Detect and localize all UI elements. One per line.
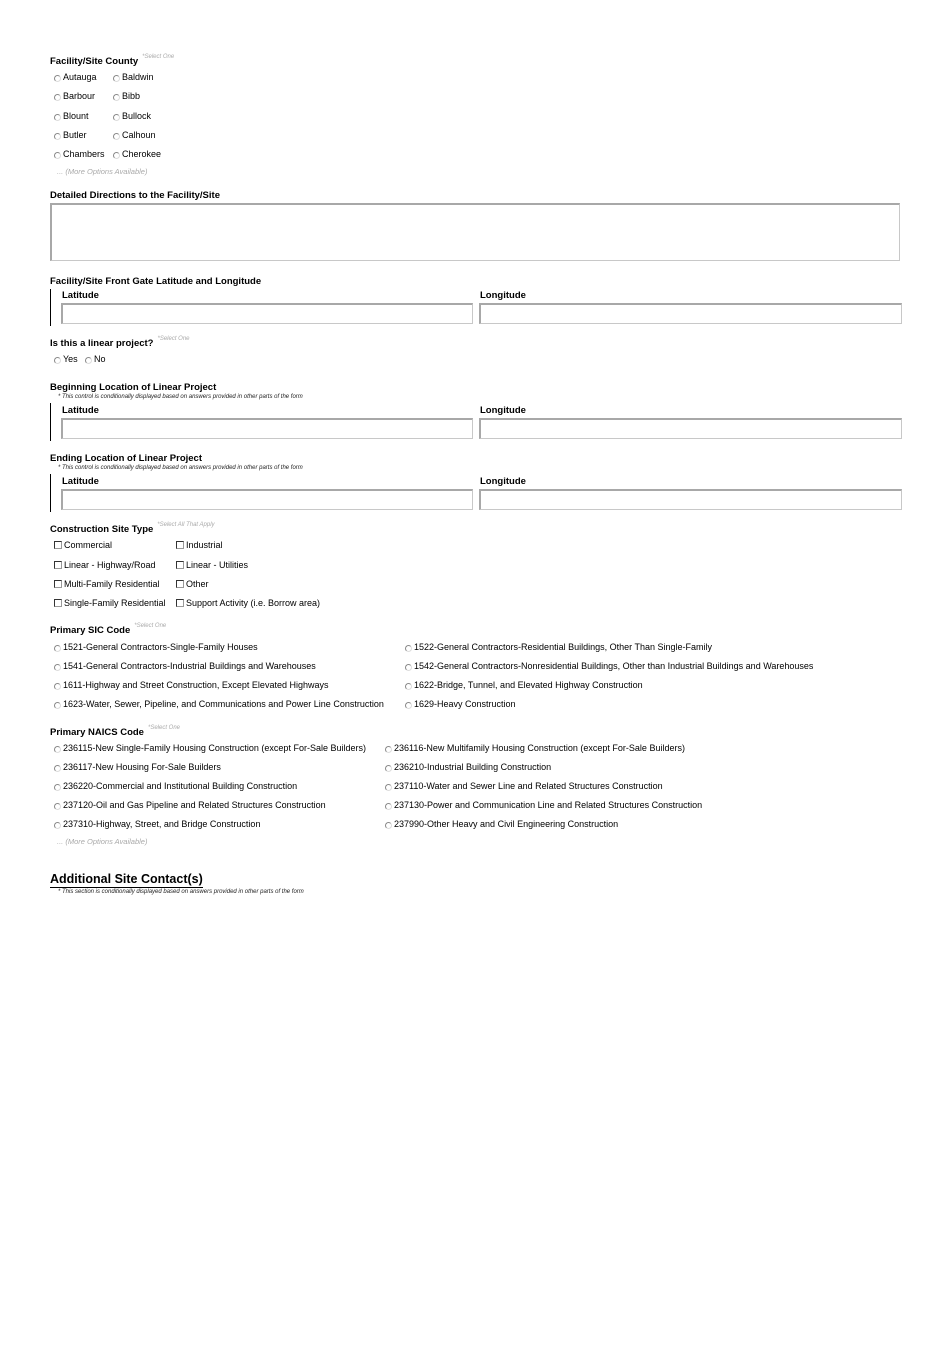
naics-option-label: 236116-New Multifamily Housing Construction (except For-Sale Builders) bbox=[394, 743, 685, 753]
site-type-option-label: Support Activity (i.e. Borrow area) bbox=[186, 598, 321, 608]
begin-loc-lon-label: Longitude bbox=[480, 405, 526, 416]
checkbox-icon[interactable] bbox=[176, 599, 184, 607]
naics-option[interactable] bbox=[54, 743, 366, 754]
linear-no-option[interactable] bbox=[85, 354, 106, 365]
begin-loc-lat-label: Latitude bbox=[62, 405, 99, 416]
county-option-label: Chambers bbox=[63, 149, 105, 159]
site-type-support-activity[interactable] bbox=[176, 598, 320, 609]
radio-icon[interactable] bbox=[113, 75, 120, 82]
county-option-barbour[interactable] bbox=[54, 91, 95, 102]
radio-icon[interactable] bbox=[405, 664, 412, 671]
site-type-option-label: Industrial bbox=[186, 540, 223, 550]
county-option-label: Barbour bbox=[63, 91, 96, 101]
radio-icon[interactable] bbox=[405, 683, 412, 690]
sic-hint: *Select One bbox=[134, 623, 167, 629]
checkbox-icon[interactable] bbox=[54, 599, 62, 607]
contacts-section-title: Additional Site Contact(s) bbox=[50, 872, 203, 886]
radio-icon[interactable] bbox=[385, 822, 392, 829]
naics-option[interactable] bbox=[385, 762, 551, 773]
county-option-blount[interactable] bbox=[54, 111, 89, 122]
county-more-options[interactable]: ... (More Options Available) bbox=[57, 167, 148, 176]
end-loc-note: * This control is conditionally displayed based on answers provided in other parts of the form bbox=[58, 465, 303, 471]
radio-icon[interactable] bbox=[385, 765, 392, 772]
radio-icon[interactable] bbox=[54, 822, 61, 829]
naics-option[interactable] bbox=[54, 819, 260, 830]
county-option-label: Butler bbox=[63, 130, 87, 140]
contacts-note: * This section is conditionally displayed based on answers provided in other parts of the form bbox=[58, 889, 304, 895]
begin-loc-longitude-input[interactable] bbox=[479, 418, 902, 439]
county-option-cherokee[interactable] bbox=[113, 149, 161, 160]
begin-loc-note: * This control is conditionally displayed based on answers provided in other parts of the form bbox=[58, 394, 303, 400]
naics-label bbox=[50, 727, 180, 738]
sic-option[interactable] bbox=[54, 699, 384, 710]
county-option-label: Blount bbox=[63, 111, 89, 121]
radio-icon[interactable] bbox=[54, 683, 61, 690]
sic-label bbox=[50, 625, 166, 636]
county-option-label: Cherokee bbox=[122, 149, 162, 159]
sic-option[interactable] bbox=[405, 661, 813, 672]
site-type-option-label: Other bbox=[186, 579, 209, 589]
front-gate-group-bar bbox=[50, 289, 51, 326]
linear-label-text: Is this a linear project? bbox=[50, 338, 154, 349]
end-loc-latitude-input[interactable] bbox=[61, 489, 473, 510]
site-type-option-label: Multi-Family Residential bbox=[64, 579, 160, 589]
site-type-single-family[interactable] bbox=[54, 598, 166, 609]
sic-option[interactable] bbox=[405, 680, 643, 691]
radio-icon[interactable] bbox=[54, 765, 61, 772]
front-gate-label: Facility/Site Front Gate Latitude and Longitude bbox=[50, 276, 262, 287]
site-type-label bbox=[50, 524, 215, 535]
linear-label bbox=[50, 338, 190, 349]
site-type-other[interactable] bbox=[176, 579, 209, 590]
naics-hint: *Select One bbox=[147, 725, 181, 731]
county-option-bullock[interactable] bbox=[113, 111, 151, 122]
sic-option-label: 1541-General Contractors-Industrial Buildings and Warehouses bbox=[63, 661, 316, 671]
radio-icon[interactable] bbox=[54, 133, 61, 140]
front-gate-lon-label: Longitude bbox=[480, 290, 526, 301]
radio-icon[interactable] bbox=[54, 645, 61, 652]
sic-option-label: 1522-General Contractors-Residential Buildings, Other Than Single-Family bbox=[414, 642, 712, 652]
site-type-commercial[interactable] bbox=[54, 540, 112, 551]
front-gate-lat-label: Latitude bbox=[62, 290, 99, 301]
checkbox-icon[interactable] bbox=[176, 561, 184, 569]
site-type-linear-utilities[interactable] bbox=[176, 560, 248, 571]
site-type-option-label: Linear - Highway/Road bbox=[64, 560, 156, 570]
radio-icon[interactable] bbox=[85, 357, 92, 364]
naics-option[interactable] bbox=[54, 781, 297, 792]
sic-option[interactable] bbox=[54, 680, 328, 691]
county-option-autauga[interactable] bbox=[54, 72, 97, 83]
site-type-multi-family[interactable] bbox=[54, 579, 160, 590]
sic-option-label: 1521-General Contractors-Single-Family Houses bbox=[63, 642, 258, 652]
radio-icon[interactable] bbox=[54, 357, 61, 364]
county-option-butler[interactable] bbox=[54, 130, 87, 141]
naics-option-label: 236115-New Single-Family Housing Construction (except For-Sale Builders) bbox=[63, 743, 366, 753]
naics-option-label: 236220-Commercial and Institutional Building Construction bbox=[63, 781, 298, 791]
site-type-industrial[interactable] bbox=[176, 540, 223, 551]
naics-option-label: 237130-Power and Communication Line and Related Structures Construction bbox=[394, 800, 703, 810]
radio-icon[interactable] bbox=[54, 114, 61, 121]
linear-yes-label: Yes bbox=[63, 354, 78, 364]
county-option-bibb[interactable] bbox=[113, 91, 140, 102]
radio-icon[interactable] bbox=[54, 75, 61, 82]
site-type-label-text: Construction Site Type bbox=[50, 524, 154, 535]
naics-option-label: 237990-Other Heavy and Civil Engineering Construction bbox=[394, 819, 619, 829]
linear-hint: *Select One bbox=[157, 336, 190, 342]
county-option-calhoun[interactable] bbox=[113, 130, 156, 141]
sic-option[interactable] bbox=[54, 642, 258, 653]
naics-option-label: 237310-Highway, Street, and Bridge Construction bbox=[63, 819, 261, 829]
begin-loc-label: Beginning Location of Linear Project bbox=[50, 382, 217, 393]
end-loc-label: Ending Location of Linear Project bbox=[50, 453, 203, 464]
naics-label-text: Primary NAICS Code bbox=[50, 727, 144, 738]
naics-option[interactable] bbox=[54, 762, 221, 773]
radio-icon[interactable] bbox=[405, 645, 412, 652]
naics-option-label: 237120-Oil and Gas Pipeline and Related Structures Construction bbox=[63, 800, 326, 810]
checkbox-icon[interactable] bbox=[54, 561, 62, 569]
sic-option-label: 1623-Water, Sewer, Pipeline, and Communications and Power Line Construction bbox=[63, 699, 384, 709]
radio-icon[interactable] bbox=[113, 94, 120, 101]
radio-icon[interactable] bbox=[113, 133, 120, 140]
naics-option-label: 237110-Water and Sewer Line and Related Structures Construction bbox=[394, 781, 663, 791]
radio-icon[interactable] bbox=[54, 746, 61, 753]
site-type-linear-highway[interactable] bbox=[54, 560, 156, 571]
county-option-label: Autauga bbox=[63, 72, 97, 82]
sic-option-label: 1611-Highway and Street Construction, Except Elevated Highways bbox=[63, 680, 329, 690]
county-option-label: Baldwin bbox=[122, 72, 154, 82]
end-loc-longitude-input[interactable] bbox=[479, 489, 902, 510]
county-option-chambers[interactable] bbox=[54, 149, 105, 160]
county-option-baldwin[interactable] bbox=[113, 72, 154, 83]
naics-option[interactable] bbox=[385, 781, 663, 792]
radio-icon[interactable] bbox=[54, 664, 61, 671]
county-hint: *Select One bbox=[142, 54, 175, 60]
radio-icon[interactable] bbox=[54, 784, 61, 791]
naics-more-options[interactable]: ... (More Options Available) bbox=[57, 837, 148, 846]
county-option-label: Bullock bbox=[122, 111, 152, 121]
naics-option[interactable] bbox=[385, 819, 618, 830]
county-label bbox=[50, 56, 174, 67]
site-type-option-label: Single-Family Residential bbox=[64, 598, 166, 608]
sic-label-text: Primary SIC Code bbox=[50, 625, 131, 636]
front-gate-longitude-input[interactable] bbox=[479, 303, 902, 324]
naics-option-label: 236117-New Housing For-Sale Builders bbox=[63, 762, 221, 772]
sic-option-label: 1542-General Contractors-Nonresidential Buildings, Other than Industrial Buildings and Warehouses bbox=[414, 661, 814, 671]
naics-option-label: 236210-Industrial Building Construction bbox=[394, 762, 552, 772]
sic-option-label: 1629-Heavy Construction bbox=[414, 699, 516, 709]
site-type-hint: *Select All That Apply bbox=[157, 522, 215, 528]
end-loc-lat-label: Latitude bbox=[62, 476, 99, 487]
begin-loc-group-bar bbox=[50, 403, 51, 441]
county-option-label: Calhoun bbox=[122, 130, 156, 140]
site-type-option-label: Commercial bbox=[64, 540, 113, 550]
radio-icon[interactable] bbox=[113, 152, 120, 159]
radio-icon[interactable] bbox=[54, 702, 61, 709]
sic-option-label: 1622-Bridge, Tunnel, and Elevated Highway Construction bbox=[414, 680, 643, 690]
end-loc-group-bar bbox=[50, 474, 51, 512]
county-label-text: Facility/Site County bbox=[50, 56, 139, 67]
begin-loc-latitude-input[interactable] bbox=[61, 418, 473, 439]
checkbox-icon[interactable] bbox=[176, 580, 184, 588]
naics-option[interactable] bbox=[385, 800, 702, 811]
checkbox-icon[interactable] bbox=[54, 541, 62, 549]
county-option-label: Bibb bbox=[122, 91, 141, 101]
naics-option[interactable] bbox=[385, 743, 685, 754]
sic-option[interactable] bbox=[405, 699, 516, 710]
directions-textarea[interactable] bbox=[50, 203, 900, 261]
end-loc-lon-label: Longitude bbox=[480, 476, 526, 487]
linear-yes-option[interactable] bbox=[54, 354, 78, 365]
radio-icon[interactable] bbox=[385, 746, 392, 753]
checkbox-icon[interactable] bbox=[176, 541, 184, 549]
radio-icon[interactable] bbox=[54, 803, 61, 810]
naics-option[interactable] bbox=[54, 800, 326, 811]
site-type-option-label: Linear - Utilities bbox=[186, 560, 249, 570]
radio-icon[interactable] bbox=[405, 702, 412, 709]
radio-icon[interactable] bbox=[385, 803, 392, 810]
radio-icon[interactable] bbox=[54, 94, 61, 101]
directions-label: Detailed Directions to the Facility/Site bbox=[50, 190, 220, 201]
checkbox-icon[interactable] bbox=[54, 580, 62, 588]
linear-no-label: No bbox=[94, 354, 106, 364]
radio-icon[interactable] bbox=[113, 114, 120, 121]
radio-icon[interactable] bbox=[385, 784, 392, 791]
radio-icon[interactable] bbox=[54, 152, 61, 159]
sic-option[interactable] bbox=[405, 642, 712, 653]
front-gate-latitude-input[interactable] bbox=[61, 303, 473, 324]
sic-option[interactable] bbox=[54, 661, 316, 672]
